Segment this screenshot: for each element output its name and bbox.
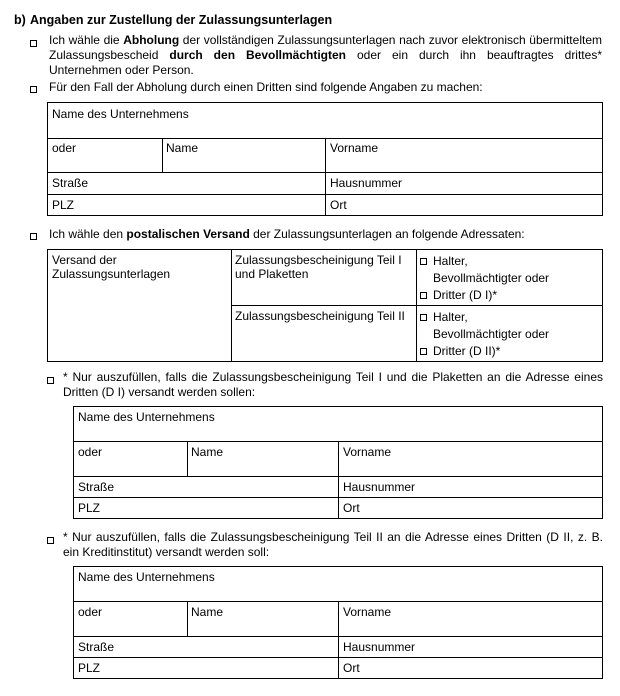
part2-holder-checkbox[interactable] <box>420 314 427 321</box>
d1-house-number-field[interactable]: Hausnummer <box>343 480 416 494</box>
d2-street-field[interactable]: Straße <box>78 640 115 654</box>
postcode-field[interactable]: PLZ <box>52 198 75 212</box>
d1-company-name-field[interactable]: Name des Unternehmens <box>78 410 215 424</box>
postal-checkbox[interactable] <box>30 233 37 240</box>
third-party-checkbox[interactable] <box>30 86 37 93</box>
d1-checkbox[interactable] <box>47 377 54 384</box>
part1-third-option[interactable]: Dritter (D I)* <box>420 288 497 302</box>
d1-city-field[interactable]: Ort <box>343 501 360 515</box>
d2-house-number-field[interactable]: Hausnummer <box>343 640 416 654</box>
part2-third-checkbox[interactable] <box>420 348 427 355</box>
part2-third-option[interactable]: Dritter (D II)* <box>420 344 500 358</box>
section-heading <box>14 13 332 27</box>
d1-note: * Nur auszufüllen, falls die Zulassungsbescheinigung Teil I und die Plaketten an die Adresse eines Dritten (D I) versandt werden sollen: <box>63 370 603 399</box>
part1-third-checkbox[interactable] <box>420 292 427 299</box>
section-title: Angaben zur Zustellung der Zulassungsunterlagen <box>30 13 333 27</box>
part2-representative-option[interactable]: Bevollmächtigter oder <box>433 327 550 341</box>
d1-first-name-field[interactable]: Vorname <box>343 445 392 459</box>
part2-holder-option[interactable]: Halter, <box>420 310 468 324</box>
d1-name-field[interactable]: Name <box>191 445 224 459</box>
d2-city-field[interactable]: Ort <box>343 661 360 675</box>
first-name-field[interactable]: Vorname <box>330 141 379 155</box>
section-letter: b) <box>14 13 26 27</box>
part1-holder-option[interactable]: Halter, <box>420 254 468 268</box>
part1-holder-checkbox[interactable] <box>420 258 427 265</box>
d2-name-field[interactable]: Name <box>191 605 224 619</box>
shipping-header: Versand der Zulassungsunterlagen <box>52 253 171 281</box>
street-field[interactable]: Straße <box>52 176 89 190</box>
d1-or-label: oder <box>78 445 103 459</box>
house-number-field[interactable]: Hausnummer <box>330 176 403 190</box>
part1-representative-option[interactable]: Bevollmächtigter oder <box>433 271 550 285</box>
part2-label: Zulassungsbescheinigung Teil II <box>235 309 405 323</box>
or-label: oder <box>52 141 77 155</box>
d2-note: * Nur auszufüllen, falls die Zulassungsbescheinigung Teil II an die Adresse eines Dritten (D II, z. B. ein Kreditinstitut) versandt werden soll: <box>63 530 603 559</box>
part1-label: Zulassungsbescheinigung Teil I und Plaketten <box>235 253 402 281</box>
postal-option-text: Ich wähle den postalischen Versand der Zulassungsunterlagen an folgende Adressaten: <box>49 227 525 241</box>
pickup-checkbox[interactable] <box>30 40 37 47</box>
pickup-option-text: Ich wähle die Abholung der vollständigen Zulassungsunterlagen nach zuvor elektronisch übermitteltem Zulassungsbescheid durch den Bevollmächtigten oder ein durch ihn beauftragtes drittes* Unternehmen oder Person. <box>49 33 602 77</box>
d2-first-name-field[interactable]: Vorname <box>343 605 392 619</box>
city-field[interactable]: Ort <box>330 198 347 212</box>
name-field[interactable]: Name <box>166 141 199 155</box>
d2-or-label: oder <box>78 605 103 619</box>
d1-street-field[interactable]: Straße <box>78 480 115 494</box>
d1-postcode-field[interactable]: PLZ <box>78 501 101 515</box>
d2-company-name-field[interactable]: Name des Unternehmens <box>78 570 215 584</box>
company-name-field[interactable]: Name des Unternehmens <box>52 107 189 121</box>
d2-postcode-field[interactable]: PLZ <box>78 661 101 675</box>
third-party-option-text: Für den Fall der Abholung durch einen Dritten sind folgende Angaben zu machen: <box>49 80 483 94</box>
d2-checkbox[interactable] <box>47 537 54 544</box>
